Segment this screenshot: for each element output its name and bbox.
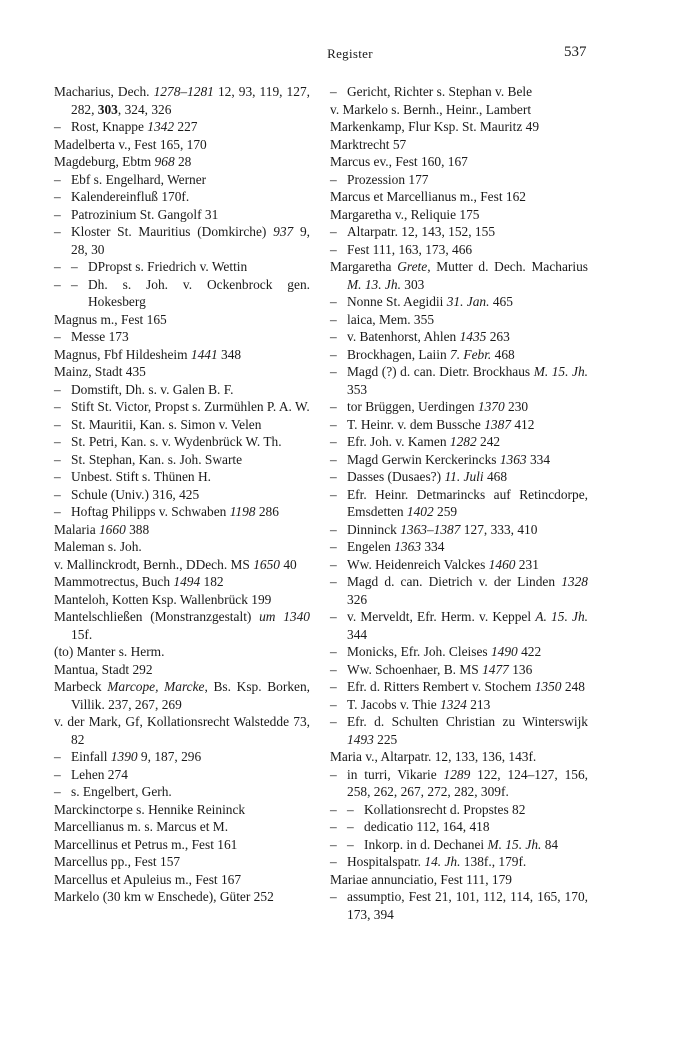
subentry-dash: – [54,259,61,274]
entry-text: um 1340 [259,609,310,624]
entry-text: Markelo (30 km w Enschede), Güter 252 [54,889,274,904]
index-entry [54,503,310,521]
entry-text: Dasses (Dusaes?) [347,469,445,484]
entry-text: v. Markelo s. Bernh., Heinr., Lambert [330,101,532,117]
entry-text: 15f. [71,626,93,642]
entry-text: Stift St. Victor, Propst s. Zurmühlen P. A. W. [71,399,310,414]
subentry-dash: – [54,399,61,414]
subentry-dash: – [54,784,61,799]
subentry-dash: – [330,714,337,729]
entry-text: 1435 [459,329,487,344]
entry-text: Rost, Knappe [71,119,148,134]
index-entry [330,83,588,101]
entry-text: 334 [421,539,445,554]
index-entry [54,766,310,784]
entry-text: 12, 93, 119, 127, 282, [71,84,310,117]
entry-text: v. Batenhorst, Ahlen [347,329,460,344]
index-entry [54,521,310,539]
entry-text: 1278–1281 [153,84,214,99]
index-entry [54,346,310,364]
subentry-dash: – [54,504,61,519]
subentry-dash: – [330,801,337,817]
entry-text: Magnus, Fbf Hildesheim [54,346,191,362]
entry-text: 11. Juli [444,469,484,484]
entry-text: in turri, Vikarie [347,766,444,782]
entry-text: Messe 173 [71,329,129,344]
subentry-dash: – [330,819,337,834]
entry-text: 303 [400,276,425,292]
entry-text: Domstift, Dh. s. v. Galen B. F. [71,381,234,397]
subentry-dash: – [54,766,61,782]
entry-text: Marcellianus m. s. Marcus et M. [54,819,229,834]
subentry-dash: – [330,469,337,484]
entry-text: Marckinctorpe s. Hennike Reininck [54,801,246,817]
entry-text: Kloster St. Mauritius (Domkirche) [71,224,274,239]
entry-text: dedicatio 112, 164, 418 [364,819,490,834]
entry-text: 1363 [499,451,527,467]
subentry-dash: – [330,521,337,537]
entry-text: 9, 187, 296 [137,749,202,764]
subentry-dash: – [54,381,61,397]
index-entry [330,608,588,643]
subentry-dash: – [330,609,337,624]
entry-text: M. 15. Jh. [533,364,588,379]
entry-text: tor Brüggen, Uerdingen [347,399,478,414]
index-entry [54,801,310,819]
entry-text: 136 [508,661,533,677]
entry-text: 9, 28, 30 [71,224,310,257]
entry-text: Grete [397,259,428,274]
index-entry [54,678,310,713]
subentry-dash: – [330,329,337,344]
subentry-dash: – [54,119,61,134]
index-entry [330,258,588,293]
entry-text: Magd (?) d. can. Dietr. Brockhaus [347,364,534,379]
entry-text: Magd Gerwin Kerckerincks [347,451,500,467]
subentry-dash: – [330,836,337,852]
entry-text: DPropst s. Friedrich v. Wettin [88,259,248,274]
index-entry [330,398,588,416]
index-entry [54,118,310,136]
subentry-dash: – [330,644,337,659]
index-entry [330,538,588,556]
entry-text: 263 [486,329,510,344]
entry-text: Ebf s. Engelhard, Werner [71,171,207,187]
entry-text: Marktrecht 57 [330,136,407,152]
subentry-dash: – [71,259,78,274]
entry-text: 1660 [98,521,126,537]
entry-text: A. 15. Jh. [535,609,589,624]
entry-text: 1328 [561,574,588,589]
entry-text: 1494 [173,574,201,589]
index-entry [54,468,310,486]
entry-text: Lehen 274 [71,766,128,782]
entry-text: v. der Mark, Gf, Kollationsrecht Walstedde 73, 82 [54,714,310,747]
subentry-dash: – [330,854,337,869]
entry-text: 1289 [443,766,471,782]
entry-text: 138f., 179f. [460,854,527,869]
index-entry [330,206,588,224]
entry-text: , Bs. Ksp. Borken, Villik. 237, 267, 269 [71,679,311,712]
subentry-dash: – [54,416,61,432]
page-number: 537 [564,44,587,60]
entry-text: Hoftag Philipps v. Schwaben [71,504,230,519]
entry-text: Efr. d. Ritters Rembert v. Stochem [347,679,535,694]
entry-text: laica, Mem. 355 [347,311,435,327]
subentry-dash: – [54,749,61,764]
entry-text: Efr. Heinr. Detmarincks auf Retincdorpe, Emsdetten [347,486,588,519]
index-entry [330,748,588,766]
entry-text: Einfall [71,749,111,764]
subentry-dash: – [54,206,61,222]
subentry-dash: – [54,189,61,204]
entry-text: Mantelschließen (Monstranzgestalt) [54,609,260,624]
index-column-left [54,83,310,906]
index-entry [54,223,310,258]
entry-text: 1460 [488,556,516,572]
index-entry [54,661,310,679]
entry-text: Marcus et Marcellianus m., Fest 162 [330,189,526,204]
index-entry [54,556,310,574]
entry-text: Marcellinus et Petrus m., Fest 161 [54,836,238,852]
entry-text: 1387 [484,416,512,432]
index-entry [330,416,588,434]
entry-text: 1363 [394,539,422,554]
subentry-dash: – [347,801,354,817]
index-entry [330,136,588,154]
index-entry [54,206,310,224]
entry-text: 1441 [190,346,218,362]
subentry-dash: – [330,311,337,327]
subentry-dash: – [347,836,354,852]
index-entry [330,871,588,889]
entry-text: 213 [466,696,491,712]
index-entry [330,853,588,871]
entry-text: 412 [511,416,535,432]
entry-text: 1198 [229,504,256,519]
entry-text: Dinninck [347,521,401,537]
entry-text: Marcus ev., Fest 160, 167 [330,154,468,169]
index-entry [54,871,310,889]
index-entry [54,836,310,854]
subentry-dash: – [330,294,337,309]
entry-text: 1477 [482,661,509,677]
entry-text: 468 [491,346,515,362]
entry-text: Fest 111, 163, 173, 466 [347,241,473,257]
subentry-dash: – [347,819,354,834]
entry-text: 248 [561,679,585,694]
entry-text: Magd d. can. Dietrich v. der Linden [347,574,562,589]
entry-text: Mantua, Stadt 292 [54,661,153,677]
entry-text: 937 [273,224,294,239]
subentry-dash: – [54,451,61,467]
subentry-dash: – [330,574,337,589]
index-entry [330,118,588,136]
entry-text: 227 [174,119,198,134]
entry-text: 259 [433,504,458,519]
entry-text: St. Stephan, Kan. s. Joh. Swarte [71,451,243,467]
entry-text: Magnus m., Fest 165 [54,311,167,327]
entry-text: v. Merveldt, Efr. Herm. v. Keppel [347,609,536,624]
entry-text: Efr. Joh. v. Kamen [347,434,450,449]
entry-text: Unbest. Stift s. Thünen H. [71,469,211,484]
index-entry [330,486,588,521]
index-entry [54,573,310,591]
index-entry [54,643,310,661]
index-entry [330,818,588,836]
index-entry [54,486,310,504]
subentry-dash: – [54,469,61,484]
subentry-dash: – [54,486,61,502]
entry-text: 334 [526,451,551,467]
entry-text: Madelberta v., Fest 165, 170 [54,136,207,152]
entry-text: s. Engelbert, Gerh. [71,784,172,799]
entry-text: 84 [541,836,559,852]
entry-text: Manteloh, Kotten Ksp. Wallenbrück 199 [54,591,272,607]
entry-text: Mainz, Stadt 435 [54,364,146,379]
index-entry [330,801,588,819]
entry-text: Brockhagen, Laiin [347,346,450,362]
entry-text: 31. Jan. [446,294,490,309]
entry-text: Magdeburg, Ebtm [54,154,155,169]
entry-text: Kalendereinfluß 170f. [71,189,190,204]
subentry-dash: – [330,346,337,362]
index-column-right [330,83,588,923]
subentry-dash: – [54,434,61,449]
index-entry [330,678,588,696]
entry-text: M. 15. Jh. [487,836,542,852]
entry-text: Macharius, Dech. [54,84,154,99]
entry-text: Ww. Schoenhaer, B. MS [347,661,483,677]
entry-text: Markenkamp, Flur Ksp. St. Mauritz 49 [330,119,540,134]
entry-text: 353 [347,381,368,397]
entry-text: Schule (Univ.) 316, 425 [71,486,200,502]
index-entry [330,766,588,801]
subentry-dash: – [71,276,78,292]
subentry-dash: – [330,539,337,554]
entry-text: 348 [217,346,242,362]
index-entry [54,311,310,329]
entry-text: St. Petri, Kan. s. v. Wydenbrück W. Th. [71,434,282,449]
index-entry [330,661,588,679]
entry-text: 1390 [110,749,138,764]
index-entry [54,538,310,556]
entry-text: 242 [476,434,501,449]
index-entry [330,363,588,398]
entry-text: T. Heinr. v. dem Bussche [347,416,485,432]
entry-text: Nonne St. Aegidii [347,294,447,309]
entry-text: Inkorp. in d. Dechanei [364,836,488,852]
entry-text: 303 [97,101,118,117]
index-entry [54,783,310,801]
entry-text: T. Jacobs v. Thie [347,696,441,712]
index-entry [330,643,588,661]
entry-text: , Mutter d. Dech. Macharius [427,259,588,274]
entry-text: Gericht, Richter s. Stephan v. Bele [347,84,533,99]
subentry-dash: – [330,84,337,99]
entry-text: 122, 124–127, 156, 258, 262, 267, 272, 282, 309f. [347,766,589,799]
index-entry [54,416,310,434]
entry-text: 1350 [534,679,562,694]
entry-text: assumptio, Fest 21, 101, 112, 114, 165, 170, 173, 394 [347,889,588,922]
index-entry [54,153,310,171]
index-entry [54,608,310,643]
subentry-dash: – [330,661,337,677]
index-entry [330,836,588,854]
entry-text: Mammotrectus, Buch [54,574,174,589]
subentry-dash: – [54,329,61,344]
entry-text: Maleman s. Joh. [54,539,142,554]
entry-text: 14. Jh. [424,854,461,869]
entry-text: 1490 [490,644,518,659]
index-entry [54,258,310,276]
subentry-dash: – [330,451,337,467]
index-entry [54,171,310,189]
entry-text: Malaria [54,521,99,537]
index-entry [330,223,588,241]
entry-text: Ww. Heidenreich Valckes [347,556,489,572]
entry-text: 1324 [440,696,467,712]
entry-text: Dh. s. Joh. v. Ockenbrock gen. Hokesberg [88,276,310,309]
subentry-dash: – [330,434,337,449]
entry-text: 1402 [406,504,434,519]
entry-text: 1493 [347,731,374,747]
subentry-dash: – [330,696,337,712]
index-entry [330,241,588,259]
entry-text: 1370 [477,399,505,414]
entry-text: 1650 [253,556,280,572]
entry-text: Maria v., Altarpatr. 12, 133, 136, 143f. [330,749,537,764]
subentry-dash: – [330,679,337,694]
index-entry [54,276,310,311]
entry-text: Hospitalspatr. [347,854,425,869]
subentry-dash: – [330,224,337,239]
entry-text: 182 [200,574,224,589]
subentry-dash: – [54,224,61,239]
entry-text: 388 [125,521,150,537]
index-entry [54,451,310,469]
index-entry [54,136,310,154]
entry-text: 28 [174,154,192,169]
entry-text: Monicks, Efr. Joh. Cleises [347,644,491,659]
index-entry [54,363,310,381]
index-entry [330,451,588,469]
entry-text: 7. Febr. [450,346,492,362]
index-entry [330,521,588,539]
entry-text: 422 [517,644,542,659]
index-entry [330,468,588,486]
subentry-dash: – [54,171,61,187]
index-entry [330,556,588,574]
entry-text: 1342 [147,119,175,134]
entry-text: 968 [154,154,175,169]
entry-text: 468 [483,469,508,484]
entry-text: 230 [504,399,529,414]
index-entry [330,713,588,748]
index-entry [54,713,310,748]
index-entry [330,433,588,451]
entry-text: Patrozinium St. Gangolf 31 [71,206,219,222]
index-entry [54,818,310,836]
entry-text: 465 [489,294,513,309]
entry-text: 40 [280,556,297,572]
subentry-dash: – [330,364,337,379]
subentry-dash: – [330,241,337,257]
subentry-dash: – [330,889,337,904]
entry-text: Marbeck [54,679,108,694]
index-entry [54,328,310,346]
subentry-dash: – [330,556,337,572]
index-entry [330,328,588,346]
entry-text: St. Mauritii, Kan. s. Simon v. Velen [71,416,262,432]
entry-text: Marcope, Marcke [107,679,205,694]
entry-text: 326 [347,591,368,607]
entry-text: 286 [255,504,279,519]
entry-text: Altarpatr. 12, 143, 152, 155 [347,224,496,239]
index-entry [330,153,588,171]
index-entry [54,888,310,906]
index-entry [54,591,310,609]
index-entry [54,748,310,766]
index-entry [54,853,310,871]
entry-text: 1282 [449,434,477,449]
index-entry [54,83,310,118]
entry-text: 127, 333, 410 [460,521,538,537]
entry-text: Mariae annunciatio, Fest 111, 179 [330,871,512,887]
index-entry [54,381,310,399]
index-entry [330,171,588,189]
entry-text: Efr. d. Schulten Christian zu Winterswijk [347,714,588,729]
index-entry [54,433,310,451]
index-entry [330,696,588,714]
index-entry [330,311,588,329]
index-entry [330,101,588,119]
entry-text: 225 [373,731,398,747]
entry-text: Margaretha v., Reliquie 175 [330,206,480,222]
entry-text: , 324, 326 [117,101,172,117]
entry-text: Prozession 177 [347,171,429,187]
subentry-dash: – [330,399,337,414]
subentry-dash: – [330,486,337,502]
entry-text: Marcellus pp., Fest 157 [54,854,181,869]
index-entry [330,293,588,311]
subentry-dash: – [330,766,337,782]
entry-text: M. 13. Jh. [347,276,401,292]
subentry-dash: – [330,171,337,187]
index-entry [330,188,588,206]
running-head: Register [327,46,373,61]
entry-text: Kollationsrecht d. Propstes 82 [364,801,526,817]
entry-text: v. Mallinckrodt, Bernh., DDech. MS [54,556,254,572]
entry-text: 344 [347,626,368,642]
subentry-dash: – [54,276,61,292]
index-entry [54,398,310,416]
subentry-dash: – [330,416,337,432]
entry-text: Engelen [347,539,395,554]
entry-text: Marcellus et Apuleius m., Fest 167 [54,871,242,887]
entry-text: Margaretha [330,259,398,274]
index-entry [330,346,588,364]
index-entry [54,188,310,206]
index-entry [330,573,588,608]
index-entry [330,888,588,923]
entry-text: (to) Manter s. Herm. [54,644,165,659]
entry-text: 1363–1387 [400,521,461,537]
entry-text: 231 [515,556,539,572]
